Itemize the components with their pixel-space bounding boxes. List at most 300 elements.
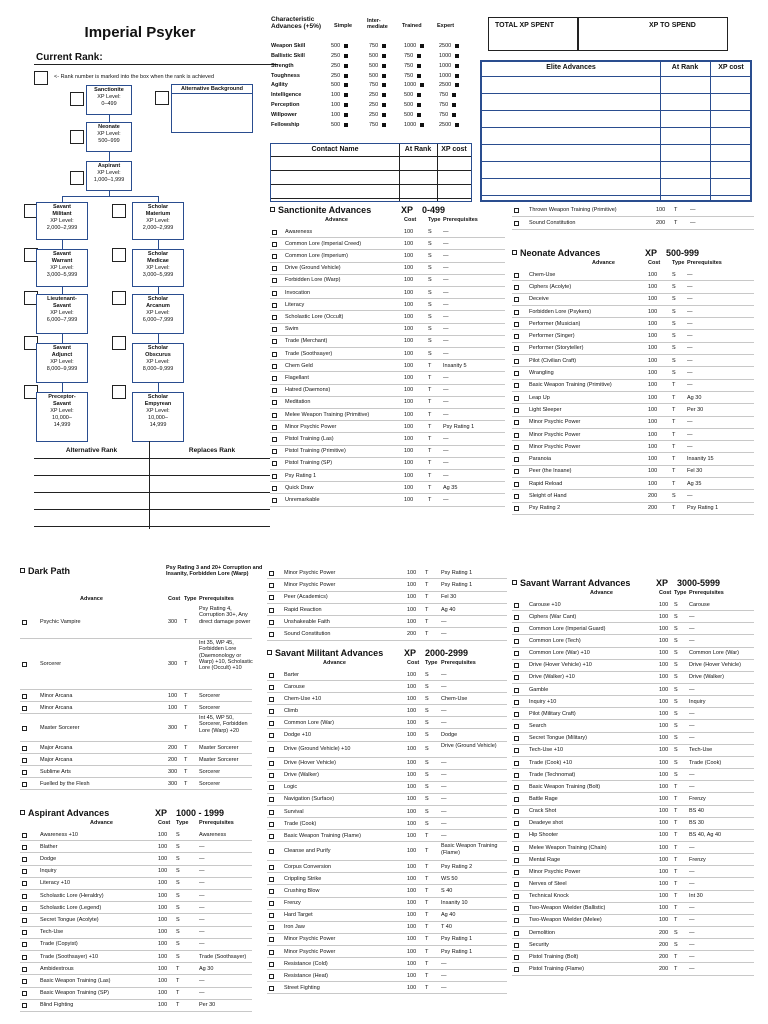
- characteristic-advance-checkbox[interactable]: [382, 93, 386, 97]
- characteristic-advance-checkbox[interactable]: [452, 93, 456, 97]
- advance-checkbox[interactable]: [272, 266, 277, 271]
- advance-checkbox[interactable]: [269, 721, 274, 726]
- advance-checkbox[interactable]: [22, 955, 27, 960]
- advance-checkbox[interactable]: [22, 782, 27, 787]
- advance-prerequisites: Drive (Ground Vehicle): [441, 742, 497, 749]
- advance-row: [512, 733, 754, 745]
- advance-row: [512, 927, 754, 939]
- advance-checkbox[interactable]: [269, 797, 274, 802]
- advance-prerequisites: S 40: [441, 888, 453, 895]
- advance-checkbox[interactable]: [22, 694, 27, 699]
- advance-checkbox[interactable]: [272, 327, 277, 332]
- characteristic-name: Agility: [271, 82, 288, 89]
- advance-checkbox[interactable]: [269, 822, 274, 827]
- advance-type: T: [425, 936, 429, 943]
- characteristic-advance-checkbox[interactable]: [452, 113, 456, 117]
- characteristic-advance-checkbox[interactable]: [344, 44, 348, 48]
- advance-type: S: [428, 313, 432, 320]
- advance-checkbox[interactable]: [514, 494, 519, 499]
- advance-checkbox[interactable]: [272, 474, 277, 479]
- advance-prerequisites: —: [689, 723, 695, 730]
- advance-checkbox[interactable]: [514, 469, 519, 474]
- advance-checkbox[interactable]: [22, 906, 27, 911]
- advance-checkbox[interactable]: [269, 608, 274, 613]
- advance-checkbox[interactable]: [272, 254, 277, 259]
- rank-checkbox[interactable]: [112, 336, 126, 350]
- advance-type: T: [674, 953, 678, 960]
- advance-checkbox[interactable]: [269, 849, 274, 854]
- advance-checkbox[interactable]: [514, 785, 519, 790]
- advance-checkbox[interactable]: [269, 697, 274, 702]
- advance-name: Scholastic Lore (Occult): [285, 313, 344, 320]
- advance-checkbox[interactable]: [514, 773, 519, 778]
- advance-checkbox[interactable]: [514, 482, 519, 487]
- advance-cost: 100: [648, 320, 658, 327]
- advance-row: [267, 970, 507, 982]
- advance-checkbox[interactable]: [514, 208, 519, 213]
- table-entry-row[interactable]: [271, 157, 471, 170]
- rank-xp-label: XP Level:: [146, 407, 170, 414]
- advance-checkbox[interactable]: [269, 632, 274, 637]
- advance-checkbox[interactable]: [22, 869, 27, 874]
- section-checkbox[interactable]: [512, 580, 517, 585]
- characteristic-advance-checkbox[interactable]: [420, 83, 424, 87]
- advance-checkbox[interactable]: [272, 376, 277, 381]
- advance-checkbox[interactable]: [514, 967, 519, 972]
- advance-checkbox[interactable]: [269, 785, 274, 790]
- characteristic-cost-value: 2500: [439, 82, 452, 89]
- advance-cost: 100: [404, 435, 414, 442]
- advance-checkbox[interactable]: [272, 315, 277, 320]
- replaces-rank-header: Replaces Rank: [188, 447, 236, 454]
- advance-checkbox[interactable]: [269, 673, 274, 678]
- advance-checkbox[interactable]: [22, 726, 27, 731]
- advance-name: Tech-Use: [40, 929, 64, 936]
- rank-checkbox[interactable]: [70, 92, 84, 106]
- advance-checkbox[interactable]: [514, 408, 519, 413]
- advance-checkbox[interactable]: [514, 310, 519, 315]
- advance-checkbox[interactable]: [514, 603, 519, 608]
- table-entry-row[interactable]: [482, 94, 750, 110]
- advance-row: [512, 745, 754, 757]
- table-entry-row[interactable]: [482, 77, 750, 93]
- advance-checkbox[interactable]: [272, 352, 277, 357]
- characteristic-advance-checkbox[interactable]: [344, 93, 348, 97]
- advance-cost: 100: [158, 892, 168, 899]
- advance-row: [270, 250, 505, 262]
- advance-type: S: [674, 710, 678, 717]
- advance-checkbox[interactable]: [269, 950, 274, 955]
- characteristic-advance-checkbox[interactable]: [455, 44, 459, 48]
- rank-checkbox[interactable]: [112, 204, 126, 218]
- advance-row: [20, 927, 252, 939]
- advance-checkbox[interactable]: [514, 663, 519, 668]
- advance-checkbox[interactable]: [514, 627, 519, 632]
- advance-checkbox[interactable]: [514, 931, 519, 936]
- advance-checkbox[interactable]: [514, 906, 519, 911]
- advance-row: [20, 988, 252, 1000]
- section-checkbox[interactable]: [20, 810, 25, 815]
- advance-checkbox[interactable]: [514, 748, 519, 753]
- advance-checkbox[interactable]: [514, 894, 519, 899]
- advance-checkbox[interactable]: [514, 651, 519, 656]
- advance-name: Drive (Ground Vehicle): [285, 265, 341, 272]
- section-title: Sanctionite Advances: [278, 205, 372, 215]
- characteristic-advance-checkbox[interactable]: [455, 64, 459, 68]
- advance-checkbox[interactable]: [514, 359, 519, 364]
- advance-type: S: [425, 671, 429, 678]
- advance-checkbox[interactable]: [269, 901, 274, 906]
- advance-checkbox[interactable]: [22, 746, 27, 751]
- advance-checkbox[interactable]: [22, 758, 27, 763]
- characteristic-advance-checkbox[interactable]: [417, 64, 421, 68]
- characteristic-advance-checkbox[interactable]: [344, 54, 348, 58]
- characteristic-cost-value: 750: [369, 82, 379, 89]
- advance-cost: 100: [659, 832, 669, 839]
- alt-rank-rule-5: [34, 526, 270, 527]
- advance-row: [20, 939, 252, 951]
- advance-checkbox[interactable]: [269, 865, 274, 870]
- advance-prerequisites: —: [199, 929, 205, 936]
- table-entry-row[interactable]: [271, 185, 471, 198]
- advance-checkbox[interactable]: [269, 913, 274, 918]
- advance-cost: 100: [404, 460, 414, 467]
- advance-checkbox[interactable]: [22, 918, 27, 923]
- characteristic-advance-checkbox[interactable]: [344, 113, 348, 117]
- advance-checkbox[interactable]: [22, 894, 27, 899]
- advance-checkbox[interactable]: [22, 930, 27, 935]
- characteristic-advance-checkbox[interactable]: [455, 123, 459, 127]
- advance-type: T: [176, 965, 180, 972]
- advance-checkbox[interactable]: [22, 857, 27, 862]
- advance-checkbox[interactable]: [22, 881, 27, 886]
- advance-checkbox[interactable]: [272, 400, 277, 405]
- advance-name: Pilot (Civilian Craft): [529, 357, 577, 364]
- advance-type: S: [674, 747, 678, 754]
- advance-checkbox[interactable]: [269, 571, 274, 576]
- characteristic-advance-checkbox[interactable]: [452, 103, 456, 107]
- advance-prerequisites: Common Lore (War): [689, 650, 739, 657]
- advance-type: T: [176, 990, 180, 997]
- characteristic-advance-checkbox[interactable]: [417, 74, 421, 78]
- advance-checkbox[interactable]: [514, 396, 519, 401]
- advance-cost: 100: [404, 326, 414, 333]
- advance-checkbox[interactable]: [269, 986, 274, 991]
- advance-checkbox[interactable]: [514, 297, 519, 302]
- table-entry-row[interactable]: [482, 145, 750, 161]
- advance-prerequisites: Sorcerer: [199, 704, 221, 711]
- characteristic-advance-checkbox[interactable]: [382, 74, 386, 78]
- characteristic-advance-checkbox[interactable]: [382, 123, 386, 127]
- advance-checkbox[interactable]: [22, 770, 27, 775]
- rank-box: [86, 122, 132, 152]
- characteristic-advance-checkbox[interactable]: [417, 93, 421, 97]
- advance-checkbox[interactable]: [514, 285, 519, 290]
- sheet-title: Imperial Psyker: [84, 24, 196, 41]
- advance-cost: 100: [648, 456, 658, 463]
- advance-row: [512, 951, 754, 963]
- advance-checkbox[interactable]: [272, 486, 277, 491]
- advance-checkbox[interactable]: [269, 962, 274, 967]
- total-xp-spent-box[interactable]: [488, 17, 578, 51]
- advance-checkbox[interactable]: [514, 383, 519, 388]
- characteristics-header: Characteristic Advances (+5%): [271, 16, 322, 31]
- advance-row: [267, 669, 507, 681]
- advance-prerequisites: —: [689, 771, 695, 778]
- table-entry-row[interactable]: [482, 162, 750, 178]
- rank-checkbox[interactable]: [70, 171, 84, 185]
- characteristic-advance-checkbox[interactable]: [420, 123, 424, 127]
- advance-checkbox[interactable]: [514, 761, 519, 766]
- characteristic-advance-checkbox[interactable]: [417, 54, 421, 58]
- advance-cost: 100: [407, 671, 417, 678]
- advance-checkbox[interactable]: [272, 449, 277, 454]
- table-entry-row[interactable]: [482, 111, 750, 127]
- advance-checkbox[interactable]: [272, 388, 277, 393]
- characteristic-advance-checkbox[interactable]: [382, 103, 386, 107]
- advance-checkbox[interactable]: [514, 943, 519, 948]
- advance-checkbox[interactable]: [514, 882, 519, 887]
- advance-prerequisites: Per 30: [687, 406, 704, 413]
- advance-checkbox[interactable]: [22, 1003, 27, 1008]
- advance-checkbox[interactable]: [269, 747, 274, 752]
- advance-checkbox[interactable]: [269, 620, 274, 625]
- advance-checkbox[interactable]: [514, 955, 519, 960]
- advance-checkbox[interactable]: [269, 877, 274, 882]
- advance-checkbox[interactable]: [514, 700, 519, 705]
- characteristic-advance-checkbox[interactable]: [455, 83, 459, 87]
- characteristic-advance-checkbox[interactable]: [382, 64, 386, 68]
- advance-checkbox[interactable]: [22, 845, 27, 850]
- advance-prerequisites: —: [443, 289, 449, 296]
- advance-name: Minor Psychic Power: [529, 419, 581, 426]
- table-entry-row[interactable]: [482, 128, 750, 144]
- advance-checkbox[interactable]: [269, 834, 274, 839]
- advance-prerequisites: Psy Rating 1: [441, 569, 473, 576]
- rank-connector: [62, 240, 63, 249]
- rank-xp-range: 10,000– 14,999: [148, 414, 168, 428]
- advance-checkbox[interactable]: [272, 242, 277, 247]
- advance-row: [270, 433, 505, 445]
- advance-checkbox[interactable]: [514, 221, 519, 226]
- advance-type: S: [176, 953, 180, 960]
- advance-checkbox[interactable]: [272, 461, 277, 466]
- section-checkbox[interactable]: [270, 207, 275, 212]
- characteristic-advance-checkbox[interactable]: [382, 83, 386, 87]
- advance-prerequisites: —: [441, 760, 447, 767]
- advance-checkbox[interactable]: [514, 273, 519, 278]
- characteristic-advance-checkbox[interactable]: [417, 113, 421, 117]
- advance-prerequisites: —: [689, 953, 695, 960]
- advance-checkbox[interactable]: [22, 967, 27, 972]
- advance-cost: 100: [648, 370, 658, 377]
- advance-type: T: [428, 496, 432, 503]
- advance-checkbox[interactable]: [272, 291, 277, 296]
- advance-cost: 100: [407, 948, 417, 955]
- advance-checkbox[interactable]: [514, 724, 519, 729]
- advance-cost: 200: [648, 505, 658, 512]
- section-checkbox[interactable]: [512, 250, 517, 255]
- advance-checkbox[interactable]: [272, 437, 277, 442]
- advance-name: Inquiry: [40, 868, 57, 875]
- rank-checkbox[interactable]: [112, 385, 126, 399]
- advance-checkbox[interactable]: [514, 688, 519, 693]
- characteristic-advance-checkbox[interactable]: [382, 54, 386, 58]
- advance-checkbox[interactable]: [269, 937, 274, 942]
- characteristic-cost: [331, 53, 369, 59]
- advance-checkbox[interactable]: [269, 733, 274, 738]
- rank-xp-range: 1,000–1,999: [93, 176, 125, 183]
- advance-checkbox[interactable]: [514, 615, 519, 620]
- section-checkbox[interactable]: [20, 568, 25, 573]
- rank-checkbox[interactable]: [70, 130, 84, 144]
- advance-checkbox[interactable]: [269, 773, 274, 778]
- advance-checkbox[interactable]: [272, 425, 277, 430]
- rank-xp-label: XP Level:: [50, 217, 74, 224]
- characteristic-cost-value: 1000: [404, 42, 417, 49]
- rank-checkbox[interactable]: [112, 248, 126, 262]
- characteristic-row: [271, 100, 474, 110]
- rank-box: [36, 249, 88, 287]
- advance-checkbox[interactable]: [269, 974, 274, 979]
- advance-checkbox[interactable]: [22, 620, 27, 625]
- xp-to-spend-box[interactable]: [578, 17, 728, 51]
- characteristic-cost-value: 1000: [404, 122, 417, 129]
- characteristic-name: Perception: [271, 102, 300, 109]
- advance-cost: 100: [158, 843, 168, 850]
- advance-checkbox[interactable]: [514, 809, 519, 814]
- table-column-header: At Rank: [404, 146, 432, 153]
- advance-cost: 100: [404, 484, 414, 491]
- advance-type: T: [184, 724, 188, 731]
- advance-type: S: [672, 271, 676, 278]
- advance-checkbox[interactable]: [514, 639, 519, 644]
- column-header-cost: Cost: [648, 260, 661, 266]
- characteristic-column-header: Inter- mediate: [367, 18, 388, 31]
- advance-checkbox[interactable]: [22, 662, 27, 667]
- characteristic-cost: [404, 122, 439, 128]
- advance-row: [267, 958, 507, 970]
- characteristic-cost: [439, 92, 474, 98]
- characteristic-cost-value: 1000: [439, 52, 452, 59]
- advance-checkbox[interactable]: [514, 736, 519, 741]
- advance-checkbox[interactable]: [514, 797, 519, 802]
- advance-checkbox[interactable]: [514, 833, 519, 838]
- advance-name: Deadeye shot: [529, 820, 563, 827]
- advance-name: Performer (Storyteller): [529, 345, 584, 352]
- characteristic-advance-checkbox[interactable]: [382, 113, 386, 117]
- advance-cost: 100: [404, 411, 414, 418]
- advance-checkbox[interactable]: [514, 858, 519, 863]
- characteristic-advance-checkbox[interactable]: [344, 74, 348, 78]
- advance-checkbox[interactable]: [514, 433, 519, 438]
- advance-checkbox[interactable]: [514, 371, 519, 376]
- characteristic-name: Strength: [271, 62, 294, 69]
- advance-checkbox[interactable]: [272, 339, 277, 344]
- characteristic-advance-checkbox[interactable]: [344, 64, 348, 68]
- advance-name: Basic Weapon Training (Las): [40, 977, 111, 984]
- advance-checkbox[interactable]: [514, 712, 519, 717]
- rank-xp-label: XP Level:: [97, 169, 121, 176]
- characteristic-advance-checkbox[interactable]: [344, 83, 348, 87]
- advance-checkbox[interactable]: [269, 583, 274, 588]
- advance-checkbox[interactable]: [514, 457, 519, 462]
- characteristic-advance-checkbox[interactable]: [455, 54, 459, 58]
- advance-row: [270, 470, 505, 482]
- advance-cost: 100: [659, 881, 669, 887]
- characteristic-advance-checkbox[interactable]: [455, 74, 459, 78]
- advance-type: T: [425, 900, 429, 907]
- advance-checkbox[interactable]: [269, 925, 274, 930]
- advance-checkbox[interactable]: [269, 595, 274, 600]
- characteristic-advance-checkbox[interactable]: [344, 123, 348, 127]
- current-rank-box[interactable]: [34, 71, 48, 85]
- alt-background-box[interactable]: [171, 84, 253, 133]
- advance-checkbox[interactable]: [272, 278, 277, 283]
- advance-checkbox[interactable]: [22, 706, 27, 711]
- advance-type: T: [425, 569, 429, 576]
- characteristic-advance-checkbox[interactable]: [417, 103, 421, 107]
- advance-checkbox[interactable]: [22, 979, 27, 984]
- advance-checkbox[interactable]: [22, 942, 27, 947]
- advance-checkbox[interactable]: [269, 709, 274, 714]
- advance-type: T: [184, 756, 188, 763]
- advance-checkbox[interactable]: [272, 498, 277, 503]
- rank-checkbox[interactable]: [112, 291, 126, 305]
- table-entry-row[interactable]: [271, 171, 471, 184]
- advance-checkbox[interactable]: [22, 833, 27, 838]
- advance-checkbox[interactable]: [514, 675, 519, 680]
- advance-row: [512, 806, 754, 818]
- advance-cost: 200: [168, 756, 178, 763]
- advance-row: [20, 878, 252, 890]
- advance-checkbox[interactable]: [514, 445, 519, 450]
- advance-name: Major Arcana: [40, 744, 73, 751]
- advance-checkbox[interactable]: [269, 889, 274, 894]
- advance-checkbox[interactable]: [514, 346, 519, 351]
- characteristic-advance-checkbox[interactable]: [344, 103, 348, 107]
- advance-cost: 100: [158, 904, 168, 911]
- advance-name: Carouse: [284, 683, 305, 690]
- advance-checkbox[interactable]: [269, 761, 274, 766]
- advance-checkbox[interactable]: [514, 322, 519, 327]
- advance-checkbox[interactable]: [514, 918, 519, 923]
- advance-checkbox[interactable]: [269, 685, 274, 690]
- advance-checkbox[interactable]: [272, 303, 277, 308]
- table-entry-row[interactable]: [482, 179, 750, 195]
- advance-checkbox[interactable]: [272, 413, 277, 418]
- advance-checkbox[interactable]: [514, 821, 519, 826]
- advance-checkbox[interactable]: [514, 334, 519, 339]
- advance-row: [512, 769, 754, 781]
- advance-checkbox[interactable]: [272, 364, 277, 369]
- advance-type: S: [674, 601, 678, 608]
- characteristic-advance-checkbox[interactable]: [382, 44, 386, 48]
- section-checkbox[interactable]: [267, 650, 272, 655]
- advance-row: [512, 380, 754, 392]
- alt-background-checkbox[interactable]: [155, 91, 169, 105]
- advance-type: S: [674, 686, 678, 693]
- advance-checkbox[interactable]: [514, 870, 519, 875]
- advance-checkbox[interactable]: [22, 991, 27, 996]
- advance-type: S: [428, 338, 432, 345]
- advance-checkbox[interactable]: [514, 420, 519, 425]
- characteristic-advance-checkbox[interactable]: [420, 44, 424, 48]
- advance-checkbox[interactable]: [269, 810, 274, 815]
- advance-checkbox[interactable]: [514, 506, 519, 511]
- advance-checkbox[interactable]: [514, 846, 519, 851]
- advance-checkbox[interactable]: [272, 230, 277, 235]
